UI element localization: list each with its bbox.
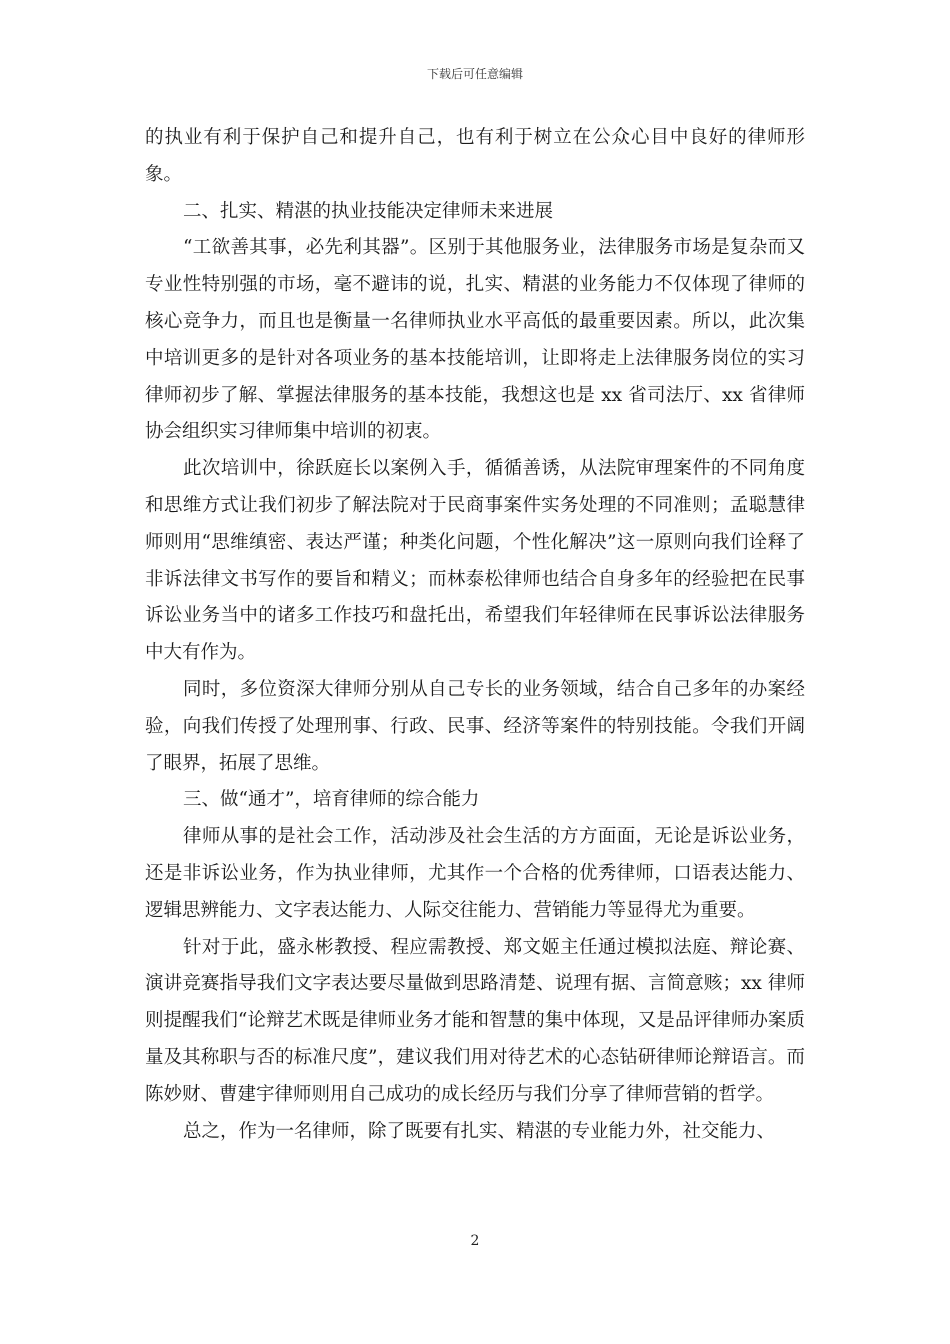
paragraph: 此次培训中，徐跃庭长以案例入手，循循善诱，从法院审理案件的不同角度和思维方式让我们初步了解法院对于民商事案件实务处理的不同准则；孟聪慧律师则用“思维缜密、表达严谨；种类化问题，个性化解决”这一原则向我们诠释了非诉法律文书写作的要旨和精义；而林泰松律师也结合自身多年的经验把在民事诉讼业务当中的诸多工作技巧和盘托出，希望我们年轻律师在民事诉讼法律服务中大有作为。 [145, 458, 805, 664]
page-number: 2 [470, 1233, 480, 1249]
paragraph: 律师从事的是社会工作，活动涉及社会生活的方方面面，无论是诉讼业务，还是非诉讼业务，作为执业律师，尤其作一个合格的优秀律师，口语表达能力、逻辑思辨能力、文字表达能力、人际交往能力、营销能力等显得尤为重要。 [145, 826, 805, 921]
paragraph: “工欲善其事，必先利其器”。区别于其他服务业，法律服务市场是复杂而又专业性特别强的市场，毫不避讳的说，扎实、精湛的业务能力不仅体现了律师的核心竞争力，而且也是衡量一名律师执业水平高低的最重要因素。所以，此次集中培训更多的是针对各项业务的基本技能培训，让即将走上法律服务岗位的实习律师初步了解、掌握法律服务的基本技能，我想这也是 xx 省司法厅、xx 省律师协会组织实习律师集中培训的初衷。 [145, 237, 805, 443]
paragraph: 针对于此，盛永彬教授、程应需教授、郑文姬主任通过模拟法庭、辩论赛、演讲竞赛指导我们文字表达要尽量做到思路清楚、说理有据、言简意赅；xx 律师则提醒我们“论辩艺术既是律师业务才能和智慧的集中体现，又是品评律师办案质量及其称职与否的标准尺度”，建议我们用对待艺术的心态钻研律师论辩语言。而陈妙财、曹建宇律师则用自己成功的成长经历与我们分享了律师营销的哲学。 [145, 936, 805, 1105]
page-header: 下载后可任意编辑 [426, 67, 523, 81]
section-heading: 二、扎实、精湛的执业技能决定律师未来进展 [183, 200, 554, 222]
paragraph: 总之，作为一名律师，除了既要有扎实、精湛的专业能力外，社交能力、 [183, 1120, 776, 1142]
paragraph: 的执业有利于保护自己和提升自己，也有利于树立在公众心目中良好的律师形象。 [145, 127, 805, 185]
section-heading: 三、做“通才”，培育律师的综合能力 [183, 789, 480, 811]
document-body [145, 120, 805, 1150]
paragraph: 同时，多位资深大律师分别从自己专长的业务领域，结合自己多年的办案经验，向我们传授了处理刑事、行政、民事、经济等案件的特别技能。令我们开阔了眼界，拓展了思维。 [145, 678, 805, 774]
